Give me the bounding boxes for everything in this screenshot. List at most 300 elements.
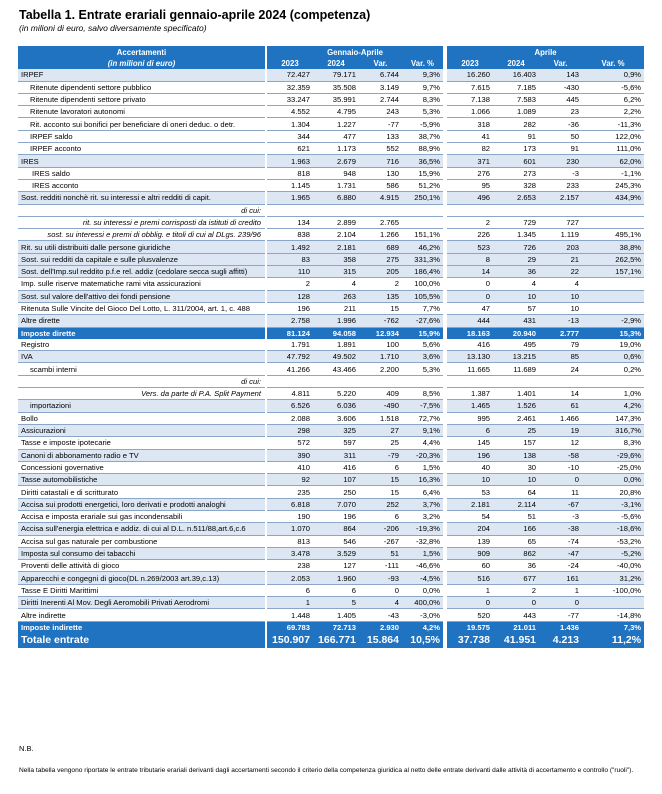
cell-value: 572 — [267, 437, 313, 449]
row-label: Tasse e imposte ipotecarie — [18, 437, 265, 449]
cell-value: 4.811 — [267, 388, 313, 400]
row-label: Ritenute lavoratori autonomi — [18, 106, 265, 118]
cell-value: 20.940 — [493, 327, 539, 339]
cell-value: 6,4% — [402, 486, 443, 498]
cell-value: 4.795 — [313, 106, 359, 118]
cell-value: 495 — [493, 339, 539, 351]
cell-value: 33.247 — [267, 93, 313, 105]
cell-value: 0,9% — [582, 69, 644, 81]
table-row — [18, 523, 644, 535]
cell-value: -3 — [539, 510, 582, 522]
cell-value: 186,4% — [402, 266, 443, 278]
cell-value: 13.215 — [493, 351, 539, 363]
cell-value: -111 — [359, 560, 402, 572]
cell-value: 30 — [493, 461, 539, 473]
table-row — [18, 461, 644, 473]
row-label: Ritenuta Sulle Vincite del Gioco Del Lotto, L. 311/2004, art. 1, c. 488 — [18, 302, 265, 314]
table-row — [18, 327, 644, 339]
cell-value: 49.502 — [313, 351, 359, 363]
cell-value: 12.934 — [359, 327, 402, 339]
cell-value: 111,0% — [582, 143, 644, 155]
cell-value: 862 — [493, 547, 539, 559]
cell-value — [539, 375, 582, 387]
cell-value: 2.679 — [313, 155, 359, 167]
cell-value: 3,7% — [402, 498, 443, 510]
cell-value: 621 — [267, 143, 313, 155]
table-row — [18, 192, 644, 204]
row-label: Totale entrate — [18, 633, 265, 648]
table-row — [18, 388, 644, 400]
table-row — [18, 572, 644, 584]
cell-value: 166.771 — [313, 633, 359, 648]
cell-value: 4 — [359, 597, 402, 609]
cell-value: 122,0% — [582, 130, 644, 142]
cell-value: 431 — [493, 315, 539, 327]
cell-value: 400,0% — [402, 597, 443, 609]
table-row — [18, 498, 644, 510]
cell-value: 238 — [267, 560, 313, 572]
cell-value — [359, 375, 402, 387]
cell-value: 1.960 — [313, 572, 359, 584]
cell-value: 864 — [313, 523, 359, 535]
cell-value: 1 — [267, 597, 313, 609]
cell-value: 7.070 — [313, 498, 359, 510]
cell-value: 444 — [447, 315, 493, 327]
cell-value: 16.403 — [493, 69, 539, 81]
cell-value: 38,8% — [582, 241, 644, 253]
cell-value: 138 — [493, 449, 539, 461]
row-label: Diritti Inerenti Al Mov. Degli Aeromobili Privati Aerodromi — [18, 597, 265, 609]
cell-value: 50 — [539, 130, 582, 142]
cell-value: 0 — [447, 597, 493, 609]
cell-value: -5,6% — [582, 510, 644, 522]
cell-value: 371 — [447, 155, 493, 167]
header-col: Var. — [539, 58, 582, 69]
table-row — [18, 69, 644, 81]
header-units: (in milioni di euro) — [18, 58, 265, 69]
row-label: Diritti catastali e di scritturato — [18, 486, 265, 498]
table-row — [18, 412, 644, 424]
cell-value: 4 — [493, 278, 539, 290]
cell-value: -46,6% — [402, 560, 443, 572]
cell-value: 2.461 — [493, 412, 539, 424]
cell-value: 5,3% — [402, 106, 443, 118]
cell-value: -20,3% — [402, 449, 443, 461]
cell-value: 43.466 — [313, 363, 359, 375]
cell-value: 91 — [539, 143, 582, 155]
cell-value: 1.791 — [267, 339, 313, 351]
cell-value: 65 — [493, 535, 539, 547]
cell-value: 1.963 — [267, 155, 313, 167]
table-row — [18, 547, 644, 559]
cell-value: 235 — [267, 486, 313, 498]
cell-value: 6 — [267, 584, 313, 596]
cell-value: 1.345 — [493, 229, 539, 241]
cell-value: 24 — [539, 363, 582, 375]
cell-value: -10 — [539, 461, 582, 473]
cell-value: 4,2% — [402, 621, 443, 633]
cell-value: 32.359 — [267, 81, 313, 93]
cell-value: 105,5% — [402, 290, 443, 302]
cell-value: 204 — [447, 523, 493, 535]
cell-value: 10,5% — [402, 633, 443, 648]
cell-value: 601 — [493, 155, 539, 167]
table-title: Tabella 1. Entrate erariali gennaio-aprile 2024 (competenza) — [19, 8, 371, 22]
cell-value: 0 — [539, 597, 582, 609]
cell-value: 82 — [447, 143, 493, 155]
cell-value — [313, 375, 359, 387]
cell-value: 729 — [493, 216, 539, 228]
cell-value: 130 — [359, 167, 402, 179]
cell-value: -18,6% — [582, 523, 644, 535]
cell-value: -3 — [539, 167, 582, 179]
cell-value: 10 — [493, 474, 539, 486]
cell-value: 31,2% — [582, 572, 644, 584]
row-label: Ritenute dipendenti settore privato — [18, 93, 265, 105]
table-row — [18, 130, 644, 142]
cell-value — [402, 216, 443, 228]
cell-value: -79 — [359, 449, 402, 461]
cell-value: 15,9% — [402, 167, 443, 179]
revenue-table — [18, 46, 644, 648]
row-label: Altre indirette — [18, 609, 265, 621]
cell-value: 2.930 — [359, 621, 402, 633]
cell-value: 813 — [267, 535, 313, 547]
row-label: Concessioni governative — [18, 461, 265, 473]
cell-value: -5,9% — [402, 118, 443, 130]
cell-value: 1.518 — [359, 412, 402, 424]
header-col: 2023 — [267, 58, 313, 69]
table-row — [18, 81, 644, 93]
cell-value: -19,3% — [402, 523, 443, 535]
cell-value: 69.783 — [267, 621, 313, 633]
cell-value: 5.220 — [313, 388, 359, 400]
cell-value: -27,6% — [402, 315, 443, 327]
cell-value: 0,2% — [582, 363, 644, 375]
cell-value: 88,9% — [402, 143, 443, 155]
row-label: sost. su interessi e premi di obblig. e titoli di cui al DLgs. 239/96 — [18, 229, 265, 241]
cell-value: 1.466 — [539, 412, 582, 424]
cell-value: -32,8% — [402, 535, 443, 547]
cell-value: 41.266 — [267, 363, 313, 375]
cell-value: 245,3% — [582, 179, 644, 191]
cell-value: 143 — [539, 69, 582, 81]
cell-value: 27 — [359, 424, 402, 436]
cell-value: 552 — [359, 143, 402, 155]
header-col: 2024 — [313, 58, 359, 69]
cell-value: 36 — [493, 560, 539, 572]
cell-value: -5,2% — [582, 547, 644, 559]
table-row — [18, 167, 644, 179]
cell-value: 520 — [447, 609, 493, 621]
cell-value: 0 — [493, 597, 539, 609]
header-col: Var. % — [402, 58, 443, 69]
cell-value: 5,6% — [402, 339, 443, 351]
cell-value: 38,7% — [402, 130, 443, 142]
cell-value: -4,5% — [402, 572, 443, 584]
cell-value: 434,9% — [582, 192, 644, 204]
cell-value: 818 — [267, 167, 313, 179]
table-row — [18, 106, 644, 118]
cell-value: 1.492 — [267, 241, 313, 253]
cell-value: 597 — [313, 437, 359, 449]
cell-value: 110 — [267, 266, 313, 278]
cell-value: 546 — [313, 535, 359, 547]
cell-value — [447, 375, 493, 387]
cell-value: 2,2% — [582, 106, 644, 118]
cell-value: 2.157 — [539, 192, 582, 204]
cell-value: 4 — [313, 278, 359, 290]
cell-value — [359, 204, 402, 216]
header-col: 2023 — [447, 58, 493, 69]
cell-value: 21 — [539, 253, 582, 265]
cell-value: 205 — [359, 266, 402, 278]
cell-value: 6.880 — [313, 192, 359, 204]
cell-value: 1.089 — [493, 106, 539, 118]
cell-value: 10 — [539, 302, 582, 314]
row-label: Tasse E Diritti Marittimi — [18, 584, 265, 596]
cell-value: 523 — [447, 241, 493, 253]
cell-value: 2.088 — [267, 412, 313, 424]
cell-value: 1,5% — [402, 461, 443, 473]
cell-value: 416 — [447, 339, 493, 351]
table-row — [18, 229, 644, 241]
table-subtitle: (in milioni di euro, salvo diversamente specificato) — [19, 23, 207, 33]
header-col: Var. % — [582, 58, 644, 69]
cell-value: 1.145 — [267, 179, 313, 191]
row-label: Proventi delle attività di gioco — [18, 560, 265, 572]
cell-value: 315 — [313, 266, 359, 278]
cell-value: 16.260 — [447, 69, 493, 81]
cell-value: 94.058 — [313, 327, 359, 339]
cell-value: 243 — [359, 106, 402, 118]
cell-value — [313, 204, 359, 216]
cell-value: 19.575 — [447, 621, 493, 633]
cell-value: -77 — [539, 609, 582, 621]
cell-value: 909 — [447, 547, 493, 559]
cell-value: -25,0% — [582, 461, 644, 473]
cell-value: -13 — [539, 315, 582, 327]
cell-value: -1,1% — [582, 167, 644, 179]
header-group-aprile: Aprile — [447, 46, 644, 58]
cell-value: 51,2% — [402, 179, 443, 191]
table-body — [18, 69, 644, 648]
cell-value: 6.526 — [267, 400, 313, 412]
cell-value: 190 — [267, 510, 313, 522]
cell-value: 9,3% — [402, 69, 443, 81]
cell-value: -53,2% — [582, 535, 644, 547]
row-label: IRES saldo — [18, 167, 265, 179]
row-label: Accisa sui prodotti energetici, loro derivati e prodotti analoghi — [18, 498, 265, 510]
table-row — [18, 474, 644, 486]
cell-value: 20,8% — [582, 486, 644, 498]
row-label: Imposta sul consumo dei tabacchi — [18, 547, 265, 559]
cell-value: 416 — [313, 461, 359, 473]
cell-value: 1.996 — [313, 315, 359, 327]
cell-value: 11.689 — [493, 363, 539, 375]
table-row — [18, 266, 644, 278]
cell-value — [582, 278, 644, 290]
table-row — [18, 302, 644, 314]
cell-value: 1.710 — [359, 351, 402, 363]
cell-value: 275 — [359, 253, 402, 265]
cell-value: 11 — [539, 486, 582, 498]
cell-value: -3,0% — [402, 609, 443, 621]
cell-value: 10 — [447, 474, 493, 486]
cell-value: 1.465 — [447, 400, 493, 412]
cell-value: 15 — [359, 302, 402, 314]
cell-value: -490 — [359, 400, 402, 412]
row-label: IRES — [18, 155, 265, 167]
cell-value: 316,7% — [582, 424, 644, 436]
cell-value: 166 — [493, 523, 539, 535]
row-label: Registro — [18, 339, 265, 351]
cell-value — [402, 204, 443, 216]
row-label: importazioni — [18, 400, 265, 412]
header-accertamenti: Accertamenti — [18, 46, 265, 58]
cell-value: 22 — [539, 266, 582, 278]
cell-value: 390 — [267, 449, 313, 461]
cell-value: -29,6% — [582, 449, 644, 461]
cell-value: -24 — [539, 560, 582, 572]
cell-value: 6.036 — [313, 400, 359, 412]
cell-value: -36 — [539, 118, 582, 130]
cell-value: 147,3% — [582, 412, 644, 424]
table-row — [18, 449, 644, 461]
table-row — [18, 155, 644, 167]
cell-value: 328 — [493, 179, 539, 191]
cell-value: 47.792 — [267, 351, 313, 363]
cell-value: 95 — [447, 179, 493, 191]
cell-value: 1.387 — [447, 388, 493, 400]
cell-value: 19 — [539, 424, 582, 436]
cell-value: 250 — [313, 486, 359, 498]
cell-value: 1.070 — [267, 523, 313, 535]
cell-value: 61 — [539, 400, 582, 412]
cell-value: 226 — [447, 229, 493, 241]
row-label: Assicurazioni — [18, 424, 265, 436]
table-row — [18, 510, 644, 522]
cell-value: 1.173 — [313, 143, 359, 155]
cell-value: 15.864 — [359, 633, 402, 648]
cell-value: 211 — [313, 302, 359, 314]
cell-value: 409 — [359, 388, 402, 400]
cell-value: 1.119 — [539, 229, 582, 241]
cell-value: 2.653 — [493, 192, 539, 204]
row-label: IRPEF acconto — [18, 143, 265, 155]
cell-value: 41.951 — [493, 633, 539, 648]
cell-value: 2.104 — [313, 229, 359, 241]
table-row — [18, 290, 644, 302]
table-row — [18, 609, 644, 621]
cell-value: 25 — [493, 424, 539, 436]
header-col: 2024 — [493, 58, 539, 69]
cell-value: 3.149 — [359, 81, 402, 93]
cell-value: -93 — [359, 572, 402, 584]
cell-value: 47 — [447, 302, 493, 314]
cell-value: 2 — [267, 278, 313, 290]
table-row — [18, 143, 644, 155]
table-row — [18, 315, 644, 327]
cell-value: 7.583 — [493, 93, 539, 105]
cell-value: 0 — [447, 278, 493, 290]
cell-value: 10 — [493, 290, 539, 302]
table-row — [18, 400, 644, 412]
cell-value: 81.124 — [267, 327, 313, 339]
cell-value: 19,0% — [582, 339, 644, 351]
cell-value: -430 — [539, 81, 582, 93]
cell-value: 2.200 — [359, 363, 402, 375]
cell-value: 134 — [267, 216, 313, 228]
cell-value: 196 — [267, 302, 313, 314]
cell-value: 1.405 — [313, 609, 359, 621]
cell-value: 6 — [447, 424, 493, 436]
cell-value: 145 — [447, 437, 493, 449]
cell-value: 62,0% — [582, 155, 644, 167]
cell-value: 2 — [493, 584, 539, 596]
cell-value: 60 — [447, 560, 493, 572]
cell-value: 1.448 — [267, 609, 313, 621]
row-label: Imp. sulle riserve matematiche rami vita assicurazioni — [18, 278, 265, 290]
cell-value: 1.965 — [267, 192, 313, 204]
cell-value: 262,5% — [582, 253, 644, 265]
table-row — [18, 216, 644, 228]
cell-value: 2.758 — [267, 315, 313, 327]
row-label: scambi interni — [18, 363, 265, 375]
cell-value: 11,2% — [582, 633, 644, 648]
table-row — [18, 633, 644, 648]
cell-value: 3.529 — [313, 547, 359, 559]
cell-value: 716 — [359, 155, 402, 167]
cell-value: 7,7% — [402, 302, 443, 314]
row-label: Vers. da parte di P.A. Split Payment — [18, 388, 265, 400]
row-label: di cui: — [18, 204, 265, 216]
cell-value: 445 — [539, 93, 582, 105]
cell-value: 18.163 — [447, 327, 493, 339]
cell-value: 15,3% — [582, 327, 644, 339]
cell-value: 276 — [447, 167, 493, 179]
cell-value: 677 — [493, 572, 539, 584]
cell-value: 72,7% — [402, 412, 443, 424]
cell-value: 100,0% — [402, 278, 443, 290]
cell-value: 51 — [493, 510, 539, 522]
cell-value: 151,1% — [402, 229, 443, 241]
cell-value: 150.907 — [267, 633, 313, 648]
cell-value: 157 — [493, 437, 539, 449]
cell-value: 72.427 — [267, 69, 313, 81]
row-label: Apparecchi e congegni di gioco(DL n.269/2003 art.39,c.13) — [18, 572, 265, 584]
table-row — [18, 486, 644, 498]
table-row — [18, 351, 644, 363]
cell-value: 157,1% — [582, 266, 644, 278]
cell-value: 196 — [447, 449, 493, 461]
cell-value: 4.552 — [267, 106, 313, 118]
cell-value: 0 — [359, 584, 402, 596]
cell-value: 92 — [267, 474, 313, 486]
cell-value: 79 — [539, 339, 582, 351]
cell-value: 35.508 — [313, 81, 359, 93]
cell-value: 7.138 — [447, 93, 493, 105]
cell-value — [582, 216, 644, 228]
cell-value: 410 — [267, 461, 313, 473]
row-label: IRPEF — [18, 69, 265, 81]
cell-value: -2,9% — [582, 315, 644, 327]
table-row — [18, 93, 644, 105]
cell-value: 4,2% — [582, 400, 644, 412]
cell-value: -47 — [539, 547, 582, 559]
cell-value: 2.777 — [539, 327, 582, 339]
cell-value: 496 — [447, 192, 493, 204]
